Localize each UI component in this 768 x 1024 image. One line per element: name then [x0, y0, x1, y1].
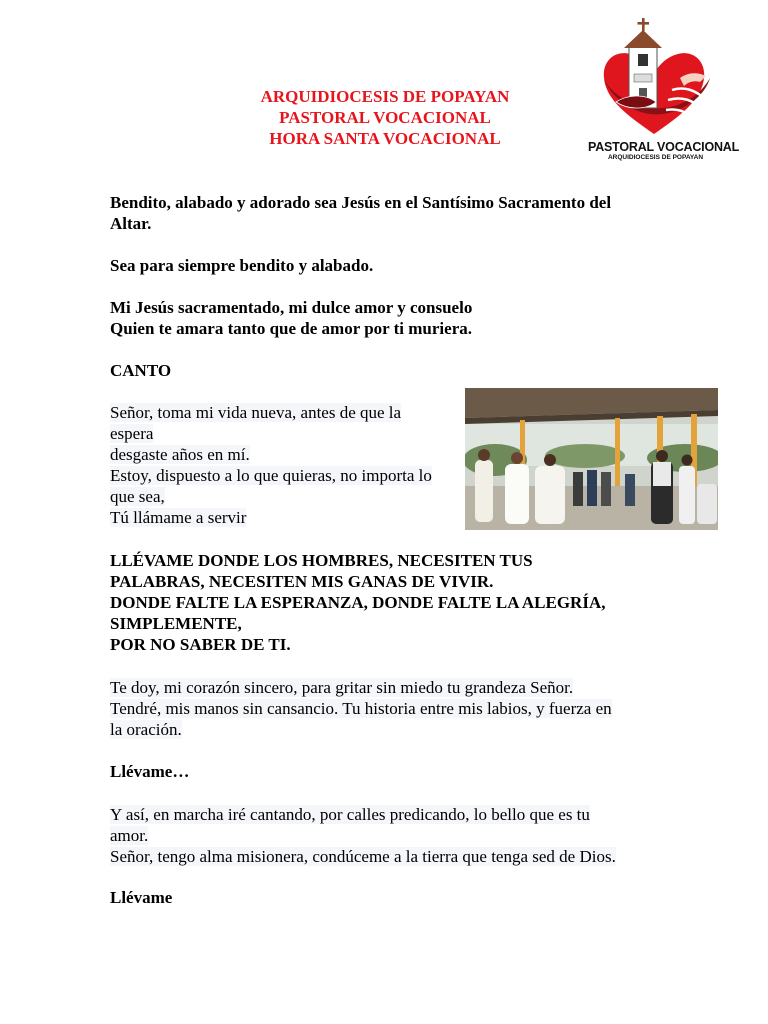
verse-line: Señor, tengo alma misionera, condúceme a la tierra que tenga sed de Dios.	[110, 847, 616, 866]
song-verse-2	[110, 677, 612, 740]
prayer-consolation	[110, 297, 472, 339]
verse-line: espera	[110, 424, 154, 443]
verse-line: la oración.	[110, 720, 182, 739]
prayer-line: Mi Jesús sacramentado, mi dulce amor y consuelo	[110, 298, 473, 317]
prayer-blessing	[110, 192, 611, 234]
header-ministry: PASTORAL VOCACIONAL	[279, 108, 491, 127]
logo-subtitle: ARQUIDIOCESIS DE POPAYAN	[607, 154, 704, 161]
verse-line: que sea,	[110, 487, 165, 506]
prayer-line: Bendito, alabado y adorado sea Jesús en el Santísimo Sacramento del	[110, 193, 612, 212]
chorus-line: SIMPLEMENTE,	[110, 614, 242, 633]
verse-line: Señor, toma mi vida nueva, antes de que la	[110, 403, 402, 422]
logo-title: PASTORAL VOCACIONAL	[588, 140, 740, 154]
chorus-line: PALABRAS, NECESITEN MIS GANAS DE VIVIR.	[110, 572, 494, 591]
prayer-praise	[110, 255, 373, 276]
outdoor-gathering-image	[465, 388, 718, 530]
verse-line: Tendré, mis manos sin cansancio. Tu historia entre mis labios, y fuerza en	[110, 699, 612, 718]
document-header	[200, 86, 570, 149]
header-archdiocese: ARQUIDIOCESIS DE POPAYAN	[260, 87, 510, 106]
refrain-1: Llévame…	[110, 762, 190, 781]
chorus-line: LLÉVAME DONDE LOS HOMBRES, NECESITEN TUS	[110, 551, 533, 570]
prayer-line: Sea para siempre bendito y alabado.	[110, 256, 374, 275]
verse-line: Y así, en marcha iré cantando, por calles predicando, lo bello que es tu	[110, 805, 590, 824]
song-verse-1	[110, 402, 432, 528]
chorus-line: DONDE FALTE LA ESPERANZA, DONDE FALTE LA ALEGRÍA,	[110, 593, 606, 612]
verse-line: Estoy, dispuesto a lo que quieras, no importa lo	[110, 466, 432, 485]
header-event: HORA SANTA VOCACIONAL	[269, 129, 501, 148]
pastoral-logo	[588, 16, 740, 164]
prayer-line: Quien te amara tanto que de amor por ti muriera.	[110, 319, 472, 338]
verse-line: Tú llámame a servir	[110, 508, 247, 527]
refrain-2: Llévame	[110, 888, 173, 907]
prayer-line: Altar.	[110, 214, 152, 233]
song-verse-3	[110, 804, 616, 867]
chorus-line: POR NO SABER DE TI.	[110, 635, 291, 654]
verse-line: Te doy, mi corazón sincero, para gritar sin miedo tu grandeza Señor.	[110, 678, 574, 697]
verse-line: desgaste años en mí.	[110, 445, 250, 464]
song-chorus	[110, 550, 605, 655]
church-heart-icon	[588, 16, 723, 140]
group-photo	[465, 388, 718, 530]
verse-line: amor.	[110, 826, 149, 845]
song-heading: CANTO	[110, 361, 172, 380]
